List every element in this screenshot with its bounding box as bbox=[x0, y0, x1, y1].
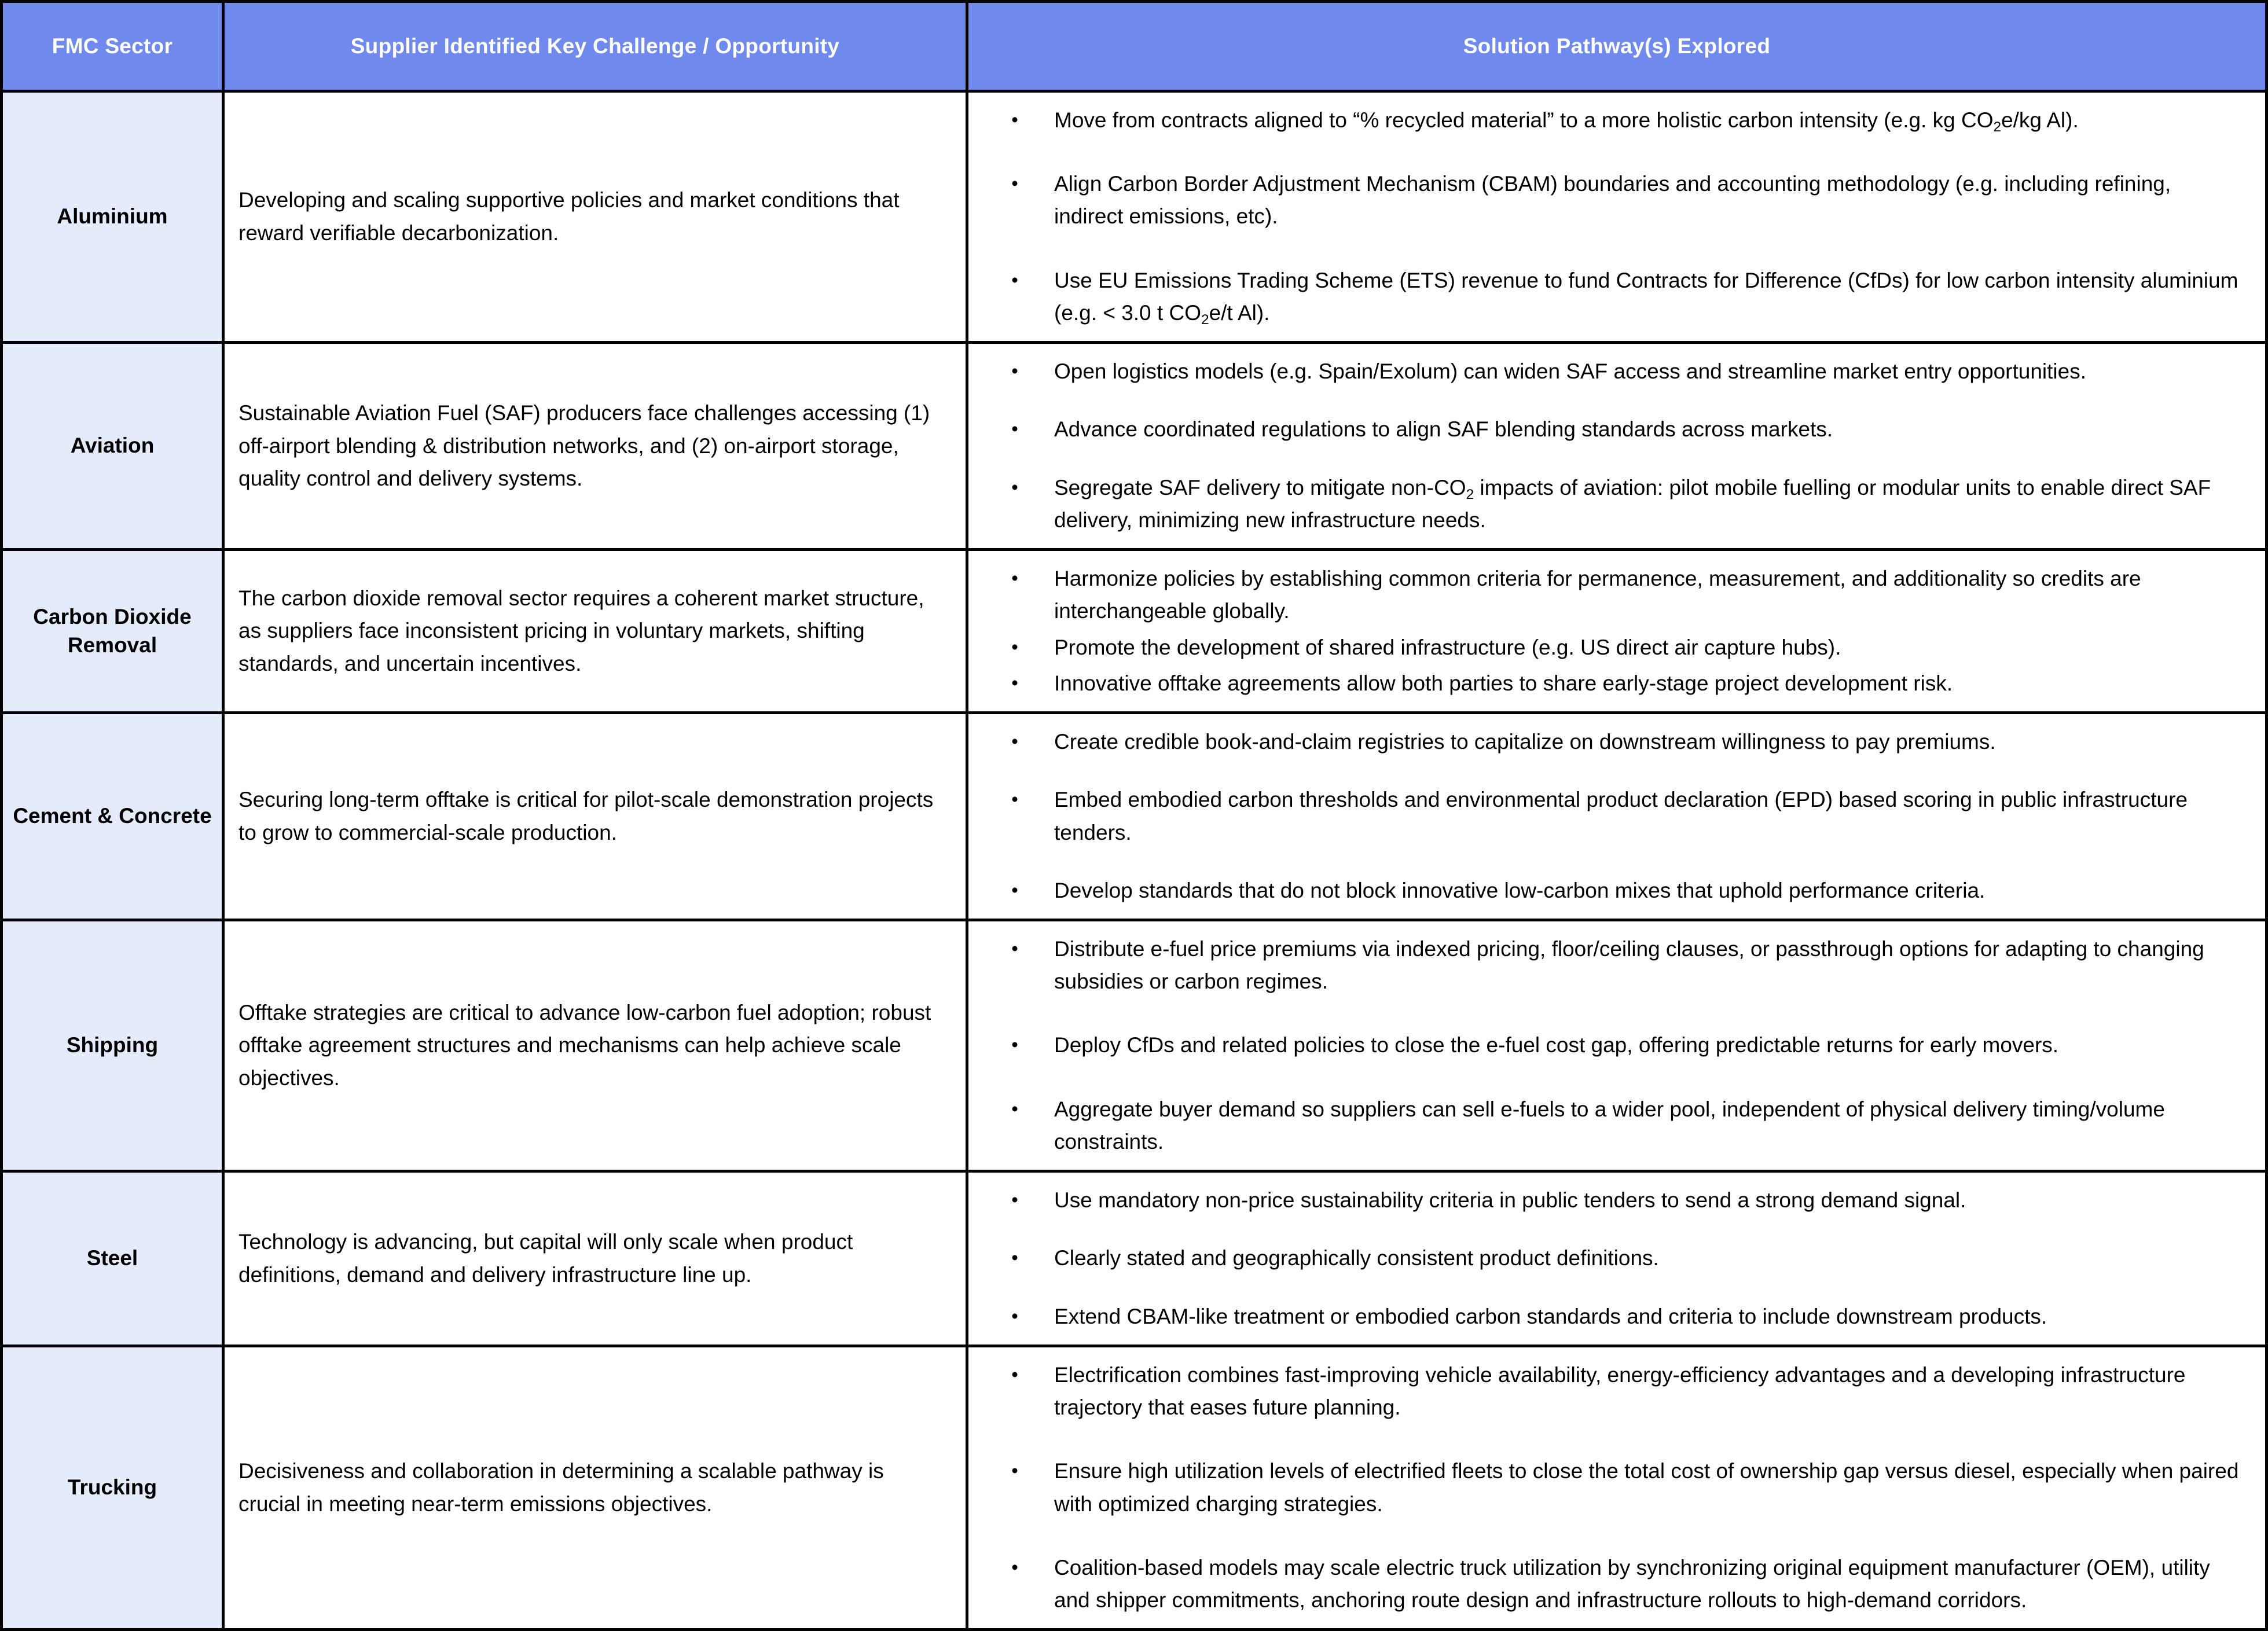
bullet-dot-icon: • bbox=[1011, 1305, 1018, 1327]
solution-pathway-text: Move from contracts aligned to “% recycled material” to a more holistic carbon intensity (e.g. kg $CO_2e/kg$ Al). bbox=[1054, 108, 2079, 135]
solution-pathway-text: Advance coordinated regulations to align SAF blending standards across markets. bbox=[1054, 417, 1833, 442]
table-row bbox=[2, 343, 2267, 550]
sector-cell: Steel bbox=[2, 1171, 223, 1346]
bullet-dot-icon: • bbox=[1011, 1460, 1018, 1482]
solution-pathway-item bbox=[979, 875, 2241, 907]
table-row bbox=[2, 713, 2267, 920]
bullet-dot-icon: • bbox=[1011, 1189, 1018, 1211]
solution-pathway-item bbox=[979, 726, 2241, 758]
solution-pathway-item bbox=[979, 1242, 2241, 1274]
solution-pathway-list bbox=[979, 726, 2241, 907]
bullet-dot-icon: • bbox=[1011, 671, 1018, 693]
challenge-cell: The carbon dioxide removal sector requires a coherent market structure, as suppliers face inconsistent pricing in voluntary markets, shifting standards, and uncertain incentives. bbox=[223, 550, 967, 713]
table-header bbox=[2, 2, 2267, 91]
solution-pathway-item bbox=[979, 104, 2241, 137]
sector-cell: Aluminium bbox=[2, 91, 223, 343]
solution-pathway-text: Harmonize policies by establishing common criteria for permanence, measurement, and additionality so credits are interchangeable globally. bbox=[1054, 567, 2141, 623]
table-row bbox=[2, 920, 2267, 1171]
solution-pathway-text: Aggregate buyer demand so suppliers can sell e-fuels to a wider pool, independent of physical delivery timing/volume constraints. bbox=[1054, 1097, 2165, 1154]
solution-pathways-cell bbox=[967, 343, 2267, 550]
solution-pathway-text: Use EU Emissions Trading Scheme (ETS) revenue to fund Contracts for Difference (CfDs) for low carbon intensity aluminium (e.g. < 3.0 t $CO_2e/t$ Al). bbox=[1054, 268, 2238, 328]
challenge-cell: Developing and scaling supportive policies and market conditions that reward verifiable decarbonization. bbox=[223, 91, 967, 343]
solution-pathway-text: Develop standards that do not block innovative low-carbon mixes that uphold performance criteria. bbox=[1054, 878, 1986, 902]
solution-pathway-text: Clearly stated and geographically consistent product definitions. bbox=[1054, 1246, 1659, 1270]
challenge-cell: Securing long-term offtake is critical for pilot-scale demonstration projects to grow to commercial-scale production. bbox=[223, 713, 967, 920]
solution-pathway-item bbox=[979, 631, 2241, 664]
solution-pathways-cell bbox=[967, 713, 2267, 920]
solution-pathway-list bbox=[979, 355, 2241, 537]
bullet-dot-icon: • bbox=[1011, 730, 1018, 752]
challenge-cell: Sustainable Aviation Fuel (SAF) producers face challenges accessing (1) off-airport blending & distribution networks, and (2) on-airport storage, quality control and delivery systems. bbox=[223, 343, 967, 550]
solution-pathway-text: Deploy CfDs and related policies to close the e-fuel cost gap, offering predictable returns for early movers. bbox=[1054, 1033, 2059, 1057]
sector-cell: Cement & Concrete bbox=[2, 713, 223, 920]
bullet-dot-icon: • bbox=[1011, 476, 1018, 498]
solution-pathway-text: Innovative offtake agreements allow both parties to share early-stage project development risk. bbox=[1054, 671, 1953, 695]
solution-pathway-item bbox=[979, 667, 2241, 700]
solution-pathway-item bbox=[979, 1029, 2241, 1061]
column-header-challenge: Supplier Identified Key Challenge / Opportunity bbox=[223, 2, 967, 91]
table-row bbox=[2, 1346, 2267, 1629]
header-row bbox=[2, 2, 2267, 91]
solution-pathway-text: Embed embodied carbon thresholds and environmental product declaration (EPD) based scoring in public infrastructure tenders. bbox=[1054, 788, 2188, 844]
solution-pathway-item bbox=[979, 472, 2241, 537]
solution-pathway-item bbox=[979, 168, 2241, 233]
solution-pathway-item bbox=[979, 784, 2241, 848]
challenge-cell: Technology is advancing, but capital will only scale when product definitions, demand and delivery infrastructure line up. bbox=[223, 1171, 967, 1346]
solution-pathway-item bbox=[979, 265, 2241, 329]
solution-pathway-item bbox=[979, 1552, 2241, 1617]
solution-pathways-cell bbox=[967, 1346, 2267, 1629]
solution-pathway-item bbox=[979, 355, 2241, 388]
solution-pathway-text: Segregate SAF delivery to mitigate non-$CO_2$ impacts of aviation: pilot mobile fuelling or modular units to enable direct SAF delivery, minimizing new infrastructure needs. bbox=[1054, 475, 2211, 532]
bullet-dot-icon: • bbox=[1011, 269, 1018, 291]
solution-pathway-list bbox=[979, 1184, 2241, 1333]
solution-pathway-item bbox=[979, 1093, 2241, 1158]
challenge-cell: Decisiveness and collaboration in determining a scalable pathway is crucial in meeting near-term emissions objectives. bbox=[223, 1346, 967, 1629]
solution-pathway-item bbox=[979, 1455, 2241, 1520]
sector-cell: Trucking bbox=[2, 1346, 223, 1629]
solution-pathway-item bbox=[979, 1359, 2241, 1424]
solution-pathways-cell bbox=[967, 1171, 2267, 1346]
bullet-dot-icon: • bbox=[1011, 788, 1018, 810]
solution-pathway-item bbox=[979, 563, 2241, 627]
bullet-dot-icon: • bbox=[1011, 360, 1018, 382]
column-header-fmc-sector: FMC Sector bbox=[2, 2, 223, 91]
challenge-cell: Offtake strategies are critical to advance low-carbon fuel adoption; robust offtake agreement structures and mechanisms can help achieve scale objectives. bbox=[223, 920, 967, 1171]
bullet-dot-icon: • bbox=[1011, 418, 1018, 440]
solution-pathway-text: Extend CBAM-like treatment or embodied carbon standards and criteria to include downstream products. bbox=[1054, 1304, 2047, 1328]
solution-pathway-item bbox=[979, 933, 2241, 998]
sector-cell: Carbon Dioxide Removal bbox=[2, 550, 223, 713]
sector-cell: Aviation bbox=[2, 343, 223, 550]
bullet-dot-icon: • bbox=[1011, 109, 1018, 130]
solution-pathways-cell bbox=[967, 550, 2267, 713]
solution-pathway-text: Align Carbon Border Adjustment Mechanism (CBAM) boundaries and accounting methodology (e.g. including refining, indirect emissions, etc). bbox=[1054, 172, 2171, 229]
solution-pathway-text: Open logistics models (e.g. Spain/Exolum) can widen SAF access and streamline market entry opportunities. bbox=[1054, 359, 2086, 384]
solution-pathway-text: Promote the development of shared infrastructure (e.g. US direct air capture hubs). bbox=[1054, 635, 1841, 659]
solution-pathway-list bbox=[979, 1359, 2241, 1617]
solution-pathways-cell bbox=[967, 91, 2267, 343]
solution-pathway-text: Coalition-based models may scale electric truck utilization by synchronizing original equipment manufacturer (OEM), utility and shipper commitments, anchoring route design and infrastructure rollouts to high-demand corridors. bbox=[1054, 1555, 2210, 1612]
solution-pathway-item bbox=[979, 1301, 2241, 1333]
solution-pathway-list bbox=[979, 104, 2241, 329]
solution-pathway-item bbox=[979, 1184, 2241, 1217]
solution-pathway-text: Use mandatory non-price sustainability criteria in public tenders to send a strong demand signal. bbox=[1054, 1188, 1966, 1213]
table-row bbox=[2, 91, 2267, 343]
bullet-dot-icon: • bbox=[1011, 1556, 1018, 1578]
bullet-dot-icon: • bbox=[1011, 879, 1018, 901]
solution-pathway-text: Create credible book-and-claim registries to capitalize on downstream willingness to pay premiums. bbox=[1054, 730, 1996, 754]
solution-pathway-item bbox=[979, 413, 2241, 446]
bullet-dot-icon: • bbox=[1011, 172, 1018, 194]
bullet-dot-icon: • bbox=[1011, 1034, 1018, 1056]
bullet-dot-icon: • bbox=[1011, 635, 1018, 657]
sector-cell: Shipping bbox=[2, 920, 223, 1171]
solution-pathway-list bbox=[979, 933, 2241, 1158]
solution-pathways-cell bbox=[967, 920, 2267, 1171]
column-header-solution-pathways: Solution Pathway(s) Explored bbox=[967, 2, 2267, 91]
bullet-dot-icon: • bbox=[1011, 937, 1018, 959]
solution-pathway-text: Ensure high utilization levels of electrified fleets to close the total cost of ownership gap versus diesel, especially when paired with optimized charging strategies. bbox=[1054, 1459, 2239, 1516]
bullet-dot-icon: • bbox=[1011, 567, 1018, 589]
table-row bbox=[2, 1171, 2267, 1346]
solution-pathway-text: Electrification combines fast-improving vehicle availability, energy-efficiency advantages and a developing infrastructure trajectory that eases future planning. bbox=[1054, 1362, 2186, 1420]
table-body bbox=[2, 91, 2267, 1630]
solution-pathway-list bbox=[979, 563, 2241, 700]
bullet-dot-icon: • bbox=[1011, 1363, 1018, 1385]
solution-pathway-text: Distribute e-fuel price premiums via indexed pricing, floor/ceiling clauses, or passthrough options for adapting to changing subsidies or carbon regimes. bbox=[1054, 936, 2204, 994]
bullet-dot-icon: • bbox=[1011, 1097, 1018, 1119]
bullet-dot-icon: • bbox=[1011, 1247, 1018, 1269]
table-row bbox=[2, 550, 2267, 713]
